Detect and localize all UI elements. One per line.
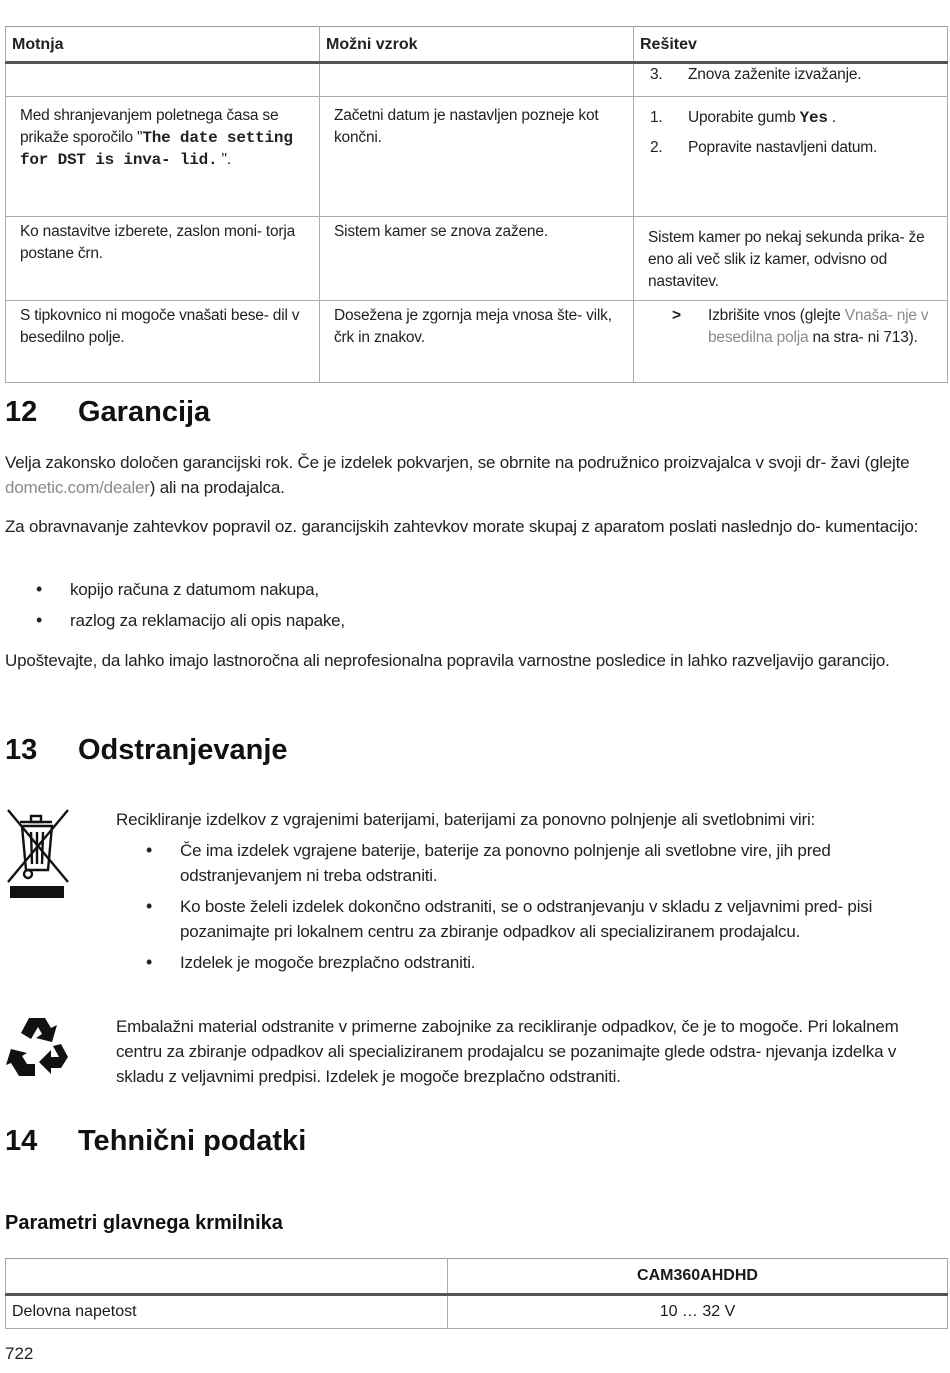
table-row (6, 301, 948, 383)
paragraph-text-suffix: ) ali na prodajalca. (149, 478, 285, 497)
warranty-paragraph-1 (5, 450, 943, 500)
fault-cell (6, 97, 320, 217)
table-header-row (6, 27, 948, 63)
fault-text-suffix: ". (217, 151, 231, 168)
disposal-list (146, 838, 941, 981)
section-number: 12 (5, 396, 38, 428)
subsection-heading: Parametri glavnega krmilnika (5, 1212, 283, 1234)
header-empty (6, 1259, 448, 1295)
cause-cell: Začetni datum je nastavljen pozneje kot končni. (320, 97, 634, 217)
list-item: • Izdelek je mogoče brezplačno odstraniti. (146, 950, 941, 975)
solution-step (648, 64, 933, 86)
step-text: Uporabite gumb (688, 109, 800, 126)
header-model: CAM360AHDHD (448, 1259, 948, 1295)
arrow-icon: > (672, 307, 681, 324)
solution-cell (634, 97, 948, 217)
header-solution: Rešitev (634, 27, 948, 63)
fault-cell: Ko nastavitve izberete, zaslon moni- torja postane črn. (6, 217, 320, 301)
step-text-suffix: . (827, 109, 837, 126)
table-row (6, 63, 948, 97)
troubleshooting-table (5, 26, 948, 383)
section-title: Odstranjevanje (78, 734, 288, 766)
section-heading-12 (5, 396, 210, 429)
step-text: Popravite nastavljeni datum. (688, 139, 878, 156)
step-text: Izbrišite vnos (glejte (708, 307, 845, 324)
packaging-disposal-text: Embalažni material odstranite v primerne zabojnike za recikliranje odpadkov, če je to mogoče. Pri lokalnem centru za zbiranje odpadkov ali specializiranem prodajalcu se pozanimajte glede odstra- njevanja izdelka v skladu z veljavnimi predpisi. Izdelek je mogoče brezplačno odstraniti. (116, 1017, 899, 1086)
solution-step (648, 305, 933, 349)
warranty-document-list (36, 577, 936, 639)
table-row (6, 97, 948, 217)
step-text: Znova zaženite izvažanje. (688, 66, 862, 83)
step-text-suffix: na stra- ni 713). (808, 329, 918, 346)
solution-step (648, 137, 933, 159)
list-item: • kopijo računa z datumom nakupa, (36, 577, 936, 602)
step-number: 3. (650, 66, 663, 83)
dealer-link[interactable]: dometic.com/dealer (5, 478, 150, 497)
yes-button-label: Yes (799, 109, 828, 127)
list-item: • Če ima izdelek vgrajene baterije, baterije za ponovno polnjenje ali svetlobne vire, jih pred odstranjevanjem ni treba odstraniti. (146, 838, 941, 888)
section-number: 13 (5, 734, 38, 766)
table-row (6, 217, 948, 301)
solution-cell (634, 301, 948, 383)
section-title: Tehnični podatki (78, 1125, 307, 1157)
warranty-paragraph-3: Upoštevajte, da lahko imajo lastnoročna ali neprofesionalna popravila varnostne posledice in lahko razveljavijo garancijo. (5, 651, 890, 670)
spec-value: 10 … 32 V (448, 1295, 948, 1329)
section-title: Garancija (78, 396, 211, 428)
cause-cell: Sistem kamer se znova zažene. (320, 217, 634, 301)
solution-step (648, 107, 933, 129)
solution-steps (648, 64, 933, 86)
header-fault: Motnja (6, 27, 320, 63)
table-header-row (6, 1259, 948, 1295)
cause-cell (320, 63, 634, 97)
specification-table (5, 1258, 948, 1329)
fault-text: Med shranjevanjem poletnega časa se prikaže sporočilo " (20, 107, 279, 146)
recycling-symbol-icon (5, 1016, 69, 1078)
crossed-out-bin-icon (6, 808, 70, 902)
paragraph-text: Velja zakonsko določen garancijski rok. Če je izdelek pokvarjen, se obrnite na podružnico proizvajalca v svoji dr- žavi (glejte (5, 453, 910, 472)
section-heading-14 (5, 1125, 306, 1158)
list-item: • razlog za reklamacijo ali opis napake, (36, 608, 936, 633)
solution-cell (634, 63, 948, 97)
step-number: 1. (650, 109, 663, 126)
list-item: • Ko boste želeli izdelek dokončno odstraniti, se o odstranjevanju v skladu z veljavnimi pred- pisi pozanimajte pri lokalnem centru za zbiranje odpadkov ali specializiranem prodajalcu. (146, 894, 941, 944)
fault-cell: S tipkovnico ni mogoče vnašati bese- dil v besedilno polje. (6, 301, 320, 383)
header-cause: Možni vzrok (320, 27, 634, 63)
section-heading-13 (5, 734, 288, 767)
step-number: 2. (650, 139, 663, 156)
solution-steps (648, 107, 933, 159)
table-row (6, 1295, 948, 1329)
spec-label: Delovna napetost (6, 1295, 448, 1329)
section-number: 14 (5, 1125, 38, 1157)
page-number: 722 (5, 1344, 34, 1363)
fault-cell (6, 63, 320, 97)
recycling-intro: Recikliranje izdelkov z vgrajenimi baterijami, baterijami za ponovno polnjenje ali svetlobnimi viri: (116, 810, 816, 829)
cause-cell: Dosežena je zgornja meja vnosa šte- vilk, črk in znakov. (320, 301, 634, 383)
warranty-paragraph-2: Za obravnavanje zahtevkov popravil oz. garancijskih zahtevkov morate skupaj z aparatom poslati naslednjo do- kumentacijo: (5, 517, 919, 536)
solution-cell: Sistem kamer po nekaj sekunda prika- že eno ali več slik iz kamer, odvisno od nastavitev. (634, 217, 948, 301)
fault-message-code: The date setting for DST is inva- lid. (20, 129, 293, 169)
cross-reference-link[interactable]: Vnaša- nje v besedilna polja (708, 307, 929, 346)
